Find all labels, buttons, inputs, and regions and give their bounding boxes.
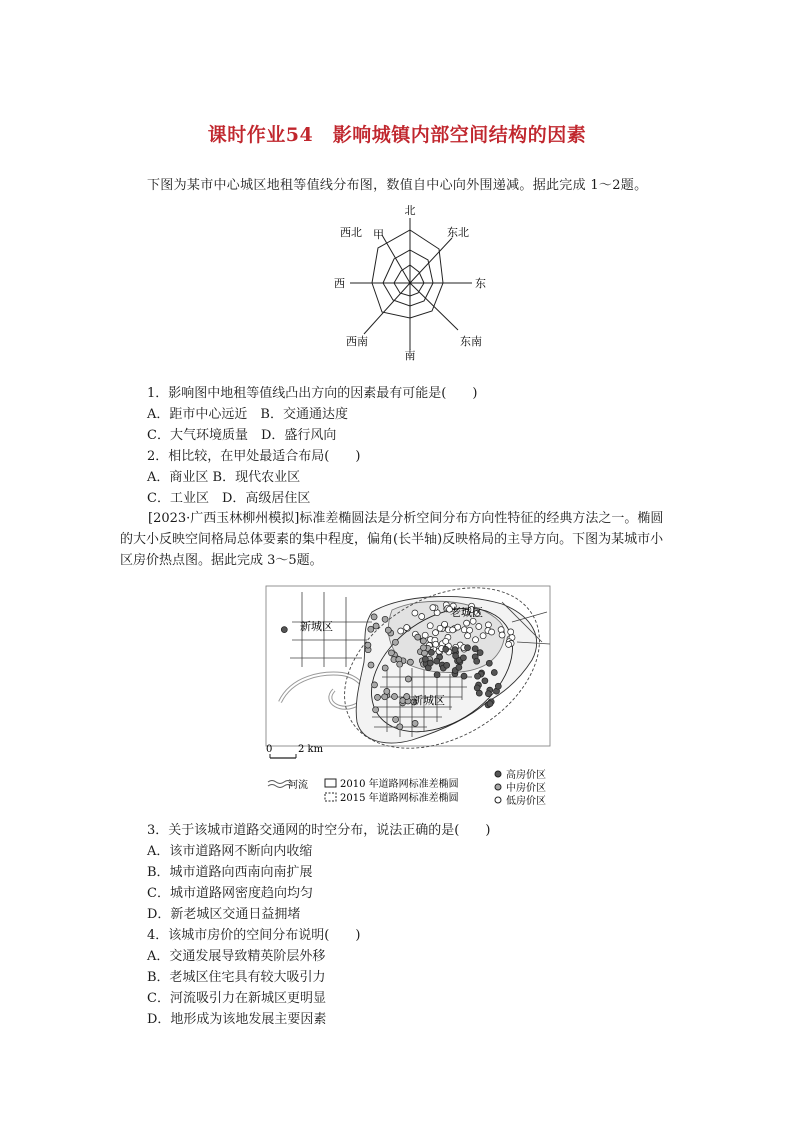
map-legend xyxy=(268,768,546,807)
low-price-dot xyxy=(508,629,514,635)
new-district-label-south: 新城区 xyxy=(412,694,445,707)
low-price-dot xyxy=(470,618,476,624)
mid-price-dot xyxy=(405,676,411,682)
legend-2010: 2010 年道路网标准差椭圆 xyxy=(340,779,459,790)
low-price-dot xyxy=(433,641,439,647)
q3-option-d: D．新老城区交通日益拥堵 xyxy=(147,907,301,922)
high-price-dot xyxy=(422,656,428,662)
compass-south: 南 xyxy=(404,349,416,362)
legend-2015-symbol xyxy=(325,793,336,801)
legend-low: 低房价区 xyxy=(506,796,546,807)
q1-stem: 1．影响图中地租等值线凸出方向的因素最有可能是( ) xyxy=(147,386,478,401)
mid-price-dot xyxy=(397,661,403,667)
high-price-dot xyxy=(472,646,478,652)
q2-stem: 2．相比较，在甲处最适合布局( ) xyxy=(147,449,361,464)
q3-option-a: A．该市道路网不断向内收缩 xyxy=(147,844,313,859)
high-price-dot xyxy=(456,664,462,670)
legend-mid: 中房价区 xyxy=(506,783,546,794)
low-price-dot xyxy=(499,632,505,638)
house-price-map xyxy=(262,582,558,808)
low-price-dot xyxy=(498,627,504,633)
high-price-dot xyxy=(491,670,497,676)
low-price-dot xyxy=(398,628,404,634)
high-price-dot xyxy=(434,658,440,664)
q2-options-cd: C．工业区 D．高级居住区 xyxy=(147,491,311,506)
mid-price-dot xyxy=(422,650,428,656)
q4-stem: 4．该城市房价的空间分布说明( ) xyxy=(147,928,361,943)
high-price-dot xyxy=(487,701,493,707)
legend-2015: 2015 年道路网标准差椭圆 xyxy=(340,793,459,804)
mid-price-dot xyxy=(412,720,418,726)
point-a-label: 甲 xyxy=(373,228,384,241)
low-price-dot xyxy=(412,610,418,616)
q4-option-b: B．老城区住宅具有较大吸引力 xyxy=(147,970,326,985)
mid-price-dot xyxy=(404,694,410,700)
low-price-dot xyxy=(419,614,425,620)
mid-price-dot xyxy=(393,717,399,723)
high-price-dot xyxy=(465,645,471,651)
low-price-dot xyxy=(450,627,456,633)
low-price-dot xyxy=(489,629,495,635)
mid-price-dot xyxy=(373,623,379,629)
compass-northwest: 西北 xyxy=(340,226,362,239)
low-price-dot xyxy=(464,620,470,626)
high-price-dot xyxy=(453,653,459,659)
mid-price-dot xyxy=(375,694,381,700)
low-price-dot xyxy=(422,632,428,638)
mid-price-dot xyxy=(392,639,398,645)
high-price-dot xyxy=(443,646,449,652)
q4-option-c: C．河流吸引力在新城区更明显 xyxy=(147,991,326,1006)
legend-mid-symbol xyxy=(495,784,501,790)
q4-option-a: A．交通发展导致精英阶层外移 xyxy=(147,949,326,964)
high-price-dot xyxy=(452,647,458,653)
compass-north: 北 xyxy=(404,204,416,217)
mid-price-dot xyxy=(392,694,398,700)
high-price-dot xyxy=(461,673,467,679)
low-price-dot xyxy=(485,622,491,628)
passage: [2023·广西玉林柳州模拟]标准差椭圆法是分析空间分布方向性特征的经典方法之一。椭圆的大小反映空间格局总体要素的集中程度，偏角(长半轴)反映格局的主导方向。下图为某城市小区房价热点图。据此完成 3～5题。 xyxy=(120,511,664,568)
high-price-dot xyxy=(428,649,434,655)
mid-price-dot xyxy=(371,614,377,620)
low-price-dot xyxy=(430,605,436,611)
mid-price-dot xyxy=(384,688,390,694)
high-price-dot xyxy=(495,683,501,689)
legend-high: 高房价区 xyxy=(506,770,546,781)
mid-price-dot xyxy=(421,645,427,651)
low-price-dot xyxy=(465,633,471,639)
high-price-dot xyxy=(486,660,492,666)
high-price-dot xyxy=(474,658,480,664)
low-price-dot xyxy=(473,637,479,643)
legend-river: 河流 xyxy=(288,780,308,791)
legend-high-symbol xyxy=(495,771,501,777)
mid-price-dot xyxy=(382,616,388,622)
high-price-dot xyxy=(482,678,488,684)
high-price-dot xyxy=(485,691,491,697)
low-price-dot xyxy=(476,624,482,630)
axis-northeast xyxy=(410,238,452,283)
legend-2010-symbol xyxy=(325,779,336,787)
intro-text: 下图为某市中心城区地租等值线分布图，数值自中心向外围递减。据此完成 1～2题。 xyxy=(147,178,648,193)
mid-price-dot xyxy=(368,626,374,632)
q2-options-ab: A．商业区 B．现代农业区 xyxy=(147,470,301,485)
mid-price-dot xyxy=(415,634,421,640)
mid-price-dot xyxy=(365,642,371,648)
scale-zero: 0 xyxy=(266,744,273,755)
q3-option-b: B．城市道路向西南向南扩展 xyxy=(147,865,313,880)
compass-southeast: 东南 xyxy=(460,335,482,348)
legend-low-symbol xyxy=(495,797,501,803)
q1-options-ab: A．距市中心远近 B．交通通达度 xyxy=(147,407,348,422)
mid-price-dot xyxy=(385,627,391,633)
compass-northeast: 东北 xyxy=(447,226,469,239)
high-price-dot xyxy=(475,673,481,679)
mid-price-dot xyxy=(388,650,394,656)
mid-price-dot xyxy=(373,707,379,713)
river xyxy=(280,674,365,708)
page-title: 课时作业54 影响城镇内部空间结构的因素 xyxy=(207,124,587,146)
compass-east: 东 xyxy=(475,277,486,290)
rent-contour-figure xyxy=(320,204,500,362)
high-price-dot xyxy=(434,672,440,678)
new-district-label-west: 新城区 xyxy=(300,620,333,633)
low-price-dot xyxy=(506,641,512,647)
q4-option-d: D．地形成为该地发展主要因素 xyxy=(147,1012,327,1027)
contour-middle xyxy=(383,250,433,306)
high-price-dot xyxy=(281,627,287,633)
compass-west: 西 xyxy=(334,277,345,290)
low-price-dot xyxy=(480,633,486,639)
low-price-dot xyxy=(404,625,410,631)
q3-stem: 3．关于该城市道路交通网的时空分布，说法正确的是( ) xyxy=(147,823,491,838)
scale-value: 2 km xyxy=(298,744,324,755)
mid-price-dot xyxy=(368,662,374,668)
compass-southwest: 西南 xyxy=(346,335,368,348)
low-price-dot xyxy=(437,625,443,631)
high-price-dot xyxy=(444,662,450,668)
high-price-dot xyxy=(427,660,433,666)
q3-option-c: C．城市道路网密度趋向均匀 xyxy=(147,886,313,901)
old-district-label: 老城区 xyxy=(450,606,483,619)
mid-price-dot xyxy=(372,682,378,688)
high-price-dot xyxy=(474,685,480,691)
mid-price-dot xyxy=(397,724,403,730)
low-price-dot xyxy=(427,623,433,629)
mid-price-dot xyxy=(407,659,413,665)
low-price-dot xyxy=(443,638,449,644)
mid-price-dot xyxy=(420,638,426,644)
mid-price-dot xyxy=(382,665,388,671)
high-price-dot xyxy=(460,655,466,661)
q1-options-cd: C．大气环境质量 D．盛行风向 xyxy=(147,428,337,443)
